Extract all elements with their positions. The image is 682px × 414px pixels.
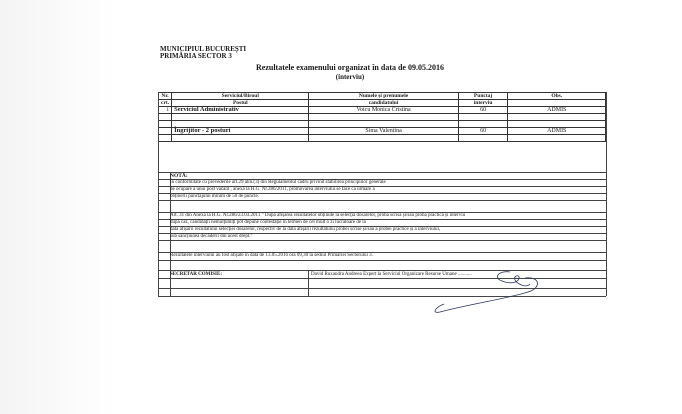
results-table [158,92,606,142]
col-divider [308,270,309,296]
article-line: sub sancțiunea decăderii din acest drept." [170,234,253,239]
secretary-label: SECRETAR COMISIE: [170,272,222,277]
note-line: obținerii punctajului minim de 50 de puncte. [170,194,260,199]
row-service: Îngrijitor - 2 posturi [172,128,309,135]
article-line: data afișării rezultatului selecției dosarelor, respectiv de la data afișării rezultatului probei scrise și/sau a probei practice și a interviului, [170,227,441,232]
note-label: NOTĂ: [170,173,188,179]
table-row [159,128,606,135]
table-spacer-row [159,114,606,121]
divider [158,260,606,261]
row-service: Serviciul Administrativ [172,107,309,114]
article-line: Art. 31 din Anexa la H.G. Nr.286/23.03.2011 " După afișarea rezultatelor obținute la selecția dosarelor, proba scrisă și/sau proba practică și interviu [170,213,466,218]
institution-line-1: MUNICIPIUL BUCUREȘTI [160,45,247,53]
divider [158,240,606,241]
row-nr: 1 [159,107,172,114]
row-name: Sima Valentina [309,128,458,135]
divider [158,200,606,201]
header-post: Postul [172,100,309,107]
posting-note: Rezultatele interviului au fost afișate în data de 13.05.2016 ora 09,30 la sediul Primăriei Sectorului 3. [170,253,373,258]
header-nr: Nr. [159,93,172,100]
header-interview: interviu [458,100,508,107]
header-row-1 [159,93,606,100]
table-border-left [158,92,159,296]
scan-margin [0,0,128,414]
document-subtitle: (interviu) [335,73,365,81]
header-obs: Obs. [508,93,606,100]
table-spacer-row [159,135,606,142]
row-nr [159,128,172,135]
header-service: Serviciul/Biroul [172,93,309,100]
header-crt: crt. [159,100,172,107]
article-line: după caz, candidații nemulțumiți pot depune contestație în termen de cel mult o zi lucrătoare de la [170,220,366,225]
row-obs: ADMIS [508,107,606,114]
header-name: Numele și prenumele [309,93,458,100]
row-name: Voicu Monica Cristina [309,107,458,114]
row-score: 60 [458,107,508,114]
divider [158,172,606,173]
table-border-right [606,92,607,296]
header-score: Punctaj [458,93,508,100]
header-candidate: candidatului [309,100,458,107]
header-empty [508,100,606,107]
table-row [159,107,606,114]
document-title: Rezultatele examenului organizat în data de 09.05.2016 [256,63,444,72]
secretary-name: David Ruxandra Andreea Expert la Serviciul Organizare Resurse Umane ........... [311,272,472,277]
signature-image [430,268,560,318]
institution-line-2: PRIMĂRIA SECTOR 3 [160,52,232,60]
note-line: În conformitate cu prevederile art.29 alin.(3) din Regulamentul cadru privind stabilirea principiilor generale [170,180,386,185]
row-obs: ADMIS [508,128,606,135]
note-line: de ocupare a unui post vacant , anexă la H.G. Nr.286/2011, promovarea interviului se face ca urmare a [170,187,375,192]
row-score: 60 [458,128,508,135]
